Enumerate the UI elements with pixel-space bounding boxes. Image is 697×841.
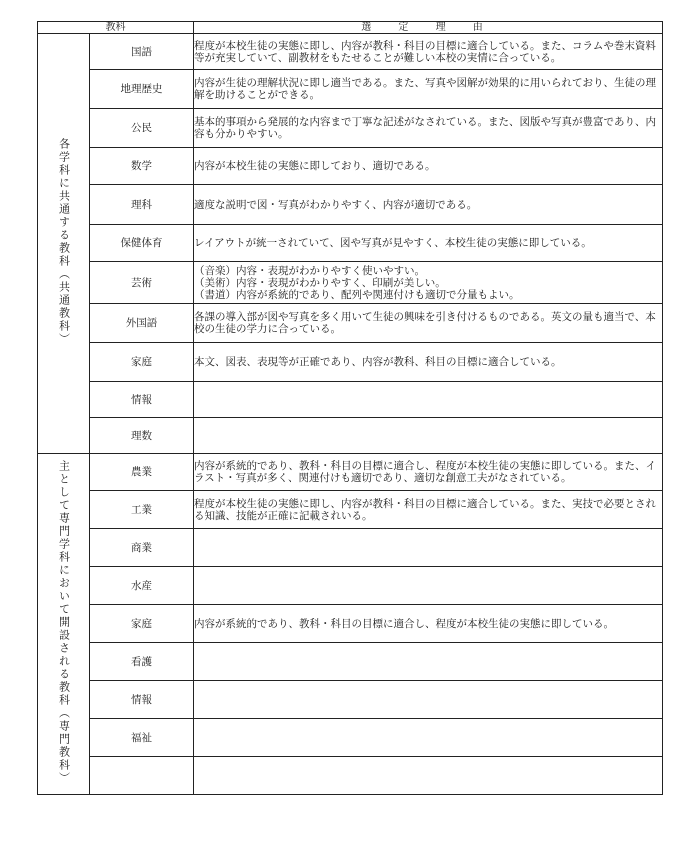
reason-cell: 内容が系統的であり、教科・科目の目標に適合し、程度が本校生徒の実態に即している。 [194,605,663,643]
selection-reason-table [37,21,663,795]
reason-cell [194,382,663,418]
table-row [38,643,663,681]
reason-cell: 各課の導入部が図や写真を多く用いて生徒の興味を引き付けるものである。英文の量も適当で、本校の生徒の学力に合っている。 [194,304,663,343]
reason-cell: 内容が本校生徒の実態に即しており、適切である。 [194,148,663,185]
table-row [38,109,663,148]
subject-cell: 理数 [90,418,194,454]
subject-cell: 情報 [90,681,194,719]
subject-cell: 農業 [90,454,194,491]
subject-cell: 保健体育 [90,225,194,262]
table-row [38,418,663,454]
reason-cell: レイアウトが統一されていて、図や写真が見やすく、本校生徒の実態に即している。 [194,225,663,262]
reason-cell [194,757,663,795]
reason-cell [194,643,663,681]
table-row [38,262,663,304]
table-row [38,34,663,70]
subject-cell: 家庭 [90,343,194,382]
group-label: 各学科に共通する教科（共通教科） [57,138,71,346]
table-row [38,382,663,418]
table-row [38,304,663,343]
reason-cell [194,567,663,605]
subject-cell [90,757,194,795]
table-row [38,454,663,491]
reason-cell: 内容が生徒の理解状況に即し適当である。また、写真や図解が効果的に用いられており、生徒の理解を助けることができる。 [194,70,663,109]
subject-cell: 地理歴史 [90,70,194,109]
reason-cell [194,681,663,719]
table-row [38,529,663,567]
subject-cell: 情報 [90,382,194,418]
reason-column-header: 選 定 理 由 [194,22,663,34]
table-row [38,225,663,262]
reason-cell [194,529,663,567]
table-row [38,343,663,382]
table-row [38,605,663,643]
table-row [38,148,663,185]
subject-cell: 水産 [90,567,194,605]
reason-cell [194,719,663,757]
table-row [38,757,663,795]
reason-cell [194,418,663,454]
subject-cell: 工業 [90,491,194,529]
table-header-row [38,22,663,34]
table-row [38,70,663,109]
table-row [38,491,663,529]
reason-cell: 程度が本校生徒の実態に即し、内容が教科・科目の目標に適合している。また、コラムや巻末資料等が充実していて、副教材をもたせることが難しい本校の実情に合っている。 [194,34,663,70]
subject-cell: 家庭 [90,605,194,643]
reason-cell: 適度な説明で図・写真がわかりやすく、内容が適切である。 [194,185,663,225]
subject-cell: 国語 [90,34,194,70]
subject-cell: 理科 [90,185,194,225]
subject-cell: 看護 [90,643,194,681]
group-label-cell [38,34,90,454]
subject-cell: 外国語 [90,304,194,343]
reason-cell: 本文、図表、表現等が正確であり、内容が教科、科目の目標に適合している。 [194,343,663,382]
subject-cell: 商業 [90,529,194,567]
group-label: 主として専門学科において開設される教科（専門教科） [57,460,71,785]
reason-cell: 程度が本校生徒の実態に即し、内容が教科・科目の目標に適合している。また、実技で必要とされる知識、技能が正確に記載されいる。 [194,491,663,529]
reason-cell: （音楽）内容・表現がわかりやすく使いやすい。 （美術）内容・表現がわかりやすく、印刷が美しい。 （書道）内容が系統的であり、配列や関連付けも適切で分量もよい。 [194,262,663,304]
table-row [38,719,663,757]
subject-cell: 芸術 [90,262,194,304]
subject-cell: 数学 [90,148,194,185]
table-row [38,185,663,225]
subject-cell: 公民 [90,109,194,148]
group-label-cell [38,454,90,795]
table-row [38,567,663,605]
subject-column-header: 教科 [38,22,194,34]
subject-cell: 福祉 [90,719,194,757]
reason-cell: 内容が系統的であり、教科・科目の目標に適合し、程度が本校生徒の実態に即している。また、イラスト・写真が多く、関連付けも適切であり、適切な創意工夫がなされている。 [194,454,663,491]
table-row [38,681,663,719]
reason-cell: 基本的事項から発展的な内容まで丁寧な記述がなされている。また、図版や写真が豊富であり、内容も分かりやすい。 [194,109,663,148]
